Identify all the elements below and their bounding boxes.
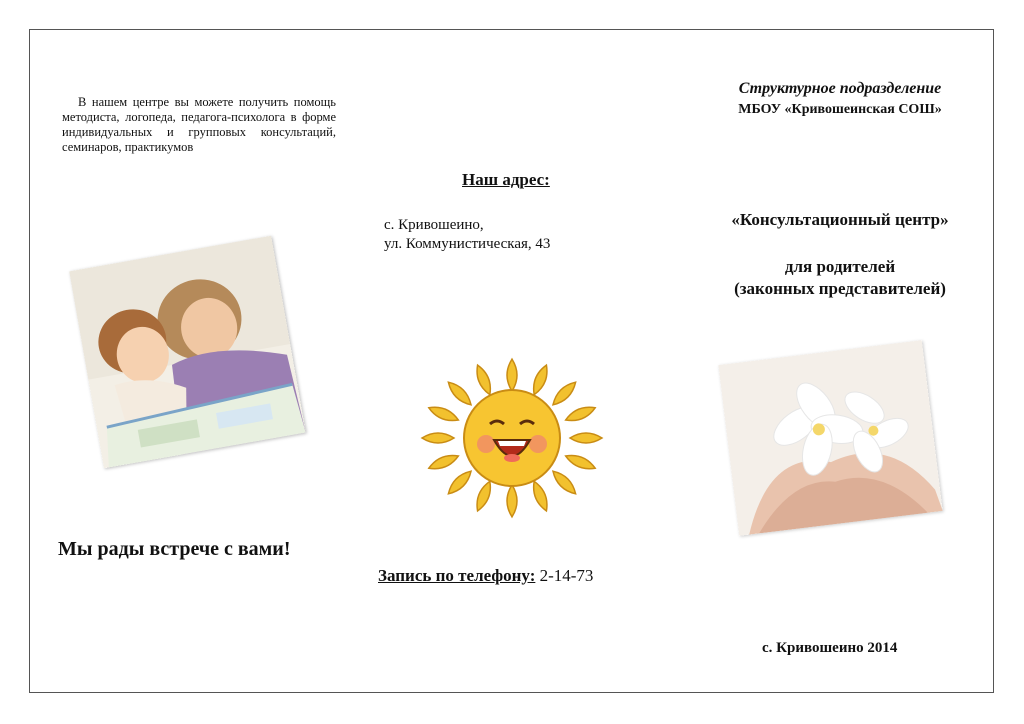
center-title: «Консультационный центр» (731, 210, 949, 229)
address-line-street: ул. Коммунистическая, 43 (384, 236, 551, 252)
sun-ray (473, 363, 494, 396)
sun-illustration (394, 340, 630, 536)
hands-flower-photo (718, 340, 942, 536)
phone-line (378, 566, 593, 586)
address-line-village: с. Кривошеино, (384, 217, 484, 233)
audience-block (700, 256, 980, 300)
sun-ray (473, 479, 494, 512)
sun-ray (422, 433, 454, 443)
sun-face (464, 390, 560, 486)
sun-ray (445, 379, 475, 409)
mother-child-photo (69, 236, 306, 469)
sun-ray (564, 403, 597, 424)
org-title: Структурное подразделение (738, 80, 942, 97)
intro-text: В нашем центре вы можете получить помощь методиста, логопеда, педагога-психолога в форме индивидуальных и групповых консультаций, семинаров, практикумов (62, 95, 336, 154)
address-block (384, 216, 550, 254)
footer-place-year: с. Кривошеино 2014 (762, 640, 898, 656)
phone-label: Запись по телефону: (378, 566, 536, 585)
sun-ray (530, 479, 551, 512)
greeting-text: Мы рады встрече с вами! (58, 538, 291, 560)
sun-ray (570, 433, 602, 443)
sun-ray (427, 451, 460, 472)
sun-ray (549, 379, 579, 409)
address-title: Наш адрес: (462, 170, 550, 189)
phone-number: 2-14-73 (535, 566, 594, 585)
sun-ray (445, 468, 475, 498)
sun-ray (427, 403, 460, 424)
audience-line-representatives: (законных представителей) (734, 279, 946, 298)
sun-ray (564, 451, 597, 472)
sun-ray (530, 363, 551, 396)
sun-ray (549, 468, 579, 498)
audience-line-parents: для родителей (784, 257, 896, 276)
org-name: МБОУ «Кривошеинская СОШ» (738, 102, 942, 117)
sun-ray (507, 485, 517, 517)
sun-ray (507, 359, 517, 391)
